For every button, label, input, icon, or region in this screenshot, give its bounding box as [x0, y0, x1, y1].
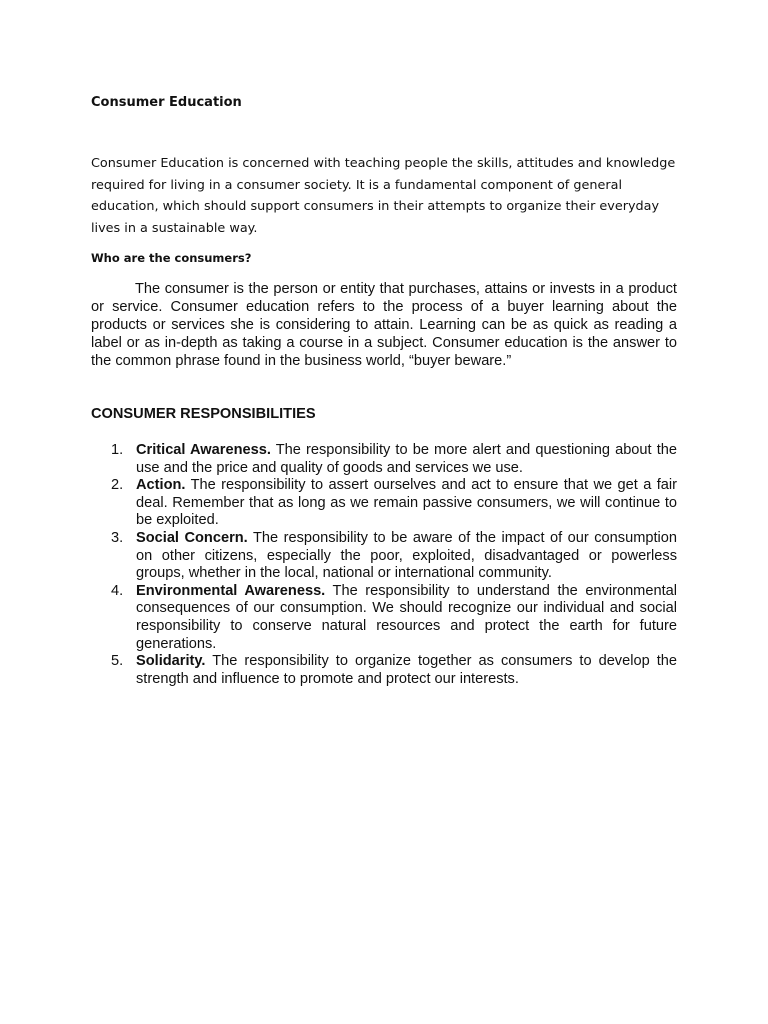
responsibilities-heading: CONSUMER RESPONSIBILITIES: [91, 406, 316, 422]
list-item-number: 5.: [111, 653, 124, 670]
list-item-title: Action.: [136, 477, 186, 494]
list-item: [91, 583, 677, 653]
list-item-text: The responsibility to assert ourselves and act to ensure that we get a fair deal. Remember that as long as we remain passive consumers, we will continue to be exploited.: [136, 477, 677, 529]
consumers-subheading: Who are the consumers?: [91, 251, 252, 265]
list-item: [91, 653, 677, 688]
list-item-text: The responsibility to be aware of the impact of our consumption on other citizens, especially the poor, exploited, disadvantaged or powerless groups, whether in the local, national or international community.: [136, 529, 677, 582]
responsibilities-list: [91, 442, 677, 688]
list-item-text: The responsibility to be more alert and questioning about the use and the price and quality of goods and services we use.: [136, 442, 677, 476]
list-item: [91, 442, 677, 477]
list-item-text: The responsibility to understand the environmental consequences of our consumption. We should recognize our individual and social responsibility to conserve natural resources and protect the earth for future generations.: [136, 582, 677, 652]
intro-paragraph: Consumer Education is concerned with teaching people the skills, attitudes and knowledge required for living in a consumer society. It is a fundamental component of general education, which should support consumers in their attempts to organize their everyday lives in a sustainable way.: [91, 156, 676, 236]
list-item: [91, 477, 677, 530]
list-item-title: Solidarity.: [136, 653, 206, 670]
list-item-number: 4.: [111, 582, 124, 599]
document-title: Consumer Education: [91, 95, 242, 110]
list-item-title: Social Concern.: [136, 529, 248, 546]
list-item-number: 3.: [111, 529, 124, 546]
list-item-title: Environmental Awareness.: [136, 582, 326, 599]
list-item: [91, 530, 677, 583]
list-item-number: 1.: [111, 442, 124, 458]
list-item-text: The responsibility to organize together as consumers to develop the strength and influence to promote and protect our interests.: [136, 653, 678, 687]
list-item-number: 2.: [111, 477, 124, 494]
consumer-definition-paragraph: The consumer is the person or entity that purchases, attains or invests in a product or service. Consumer education refers to the process of a buyer learning about the products or services she is considering to attain. Learning can be as quick as reading a label or as in-depth as taking a course in a subject. Consumer education is the answer to the common phrase found in the business world, “buyer beware.”: [91, 281, 677, 369]
list-item-title: Critical Awareness.: [136, 442, 271, 458]
